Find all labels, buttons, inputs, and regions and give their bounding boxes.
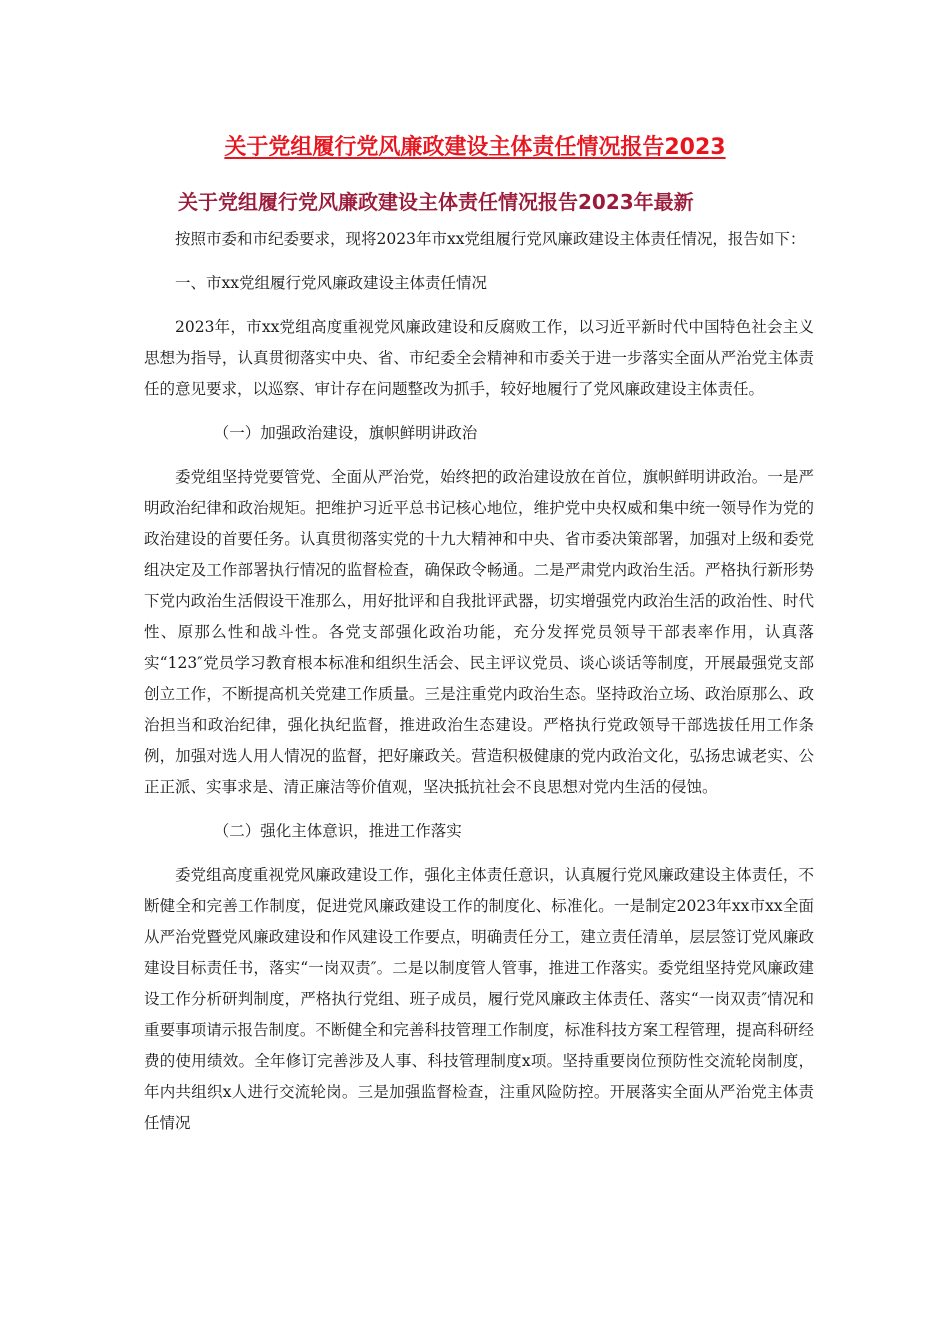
document-subtitle: 关于党组履行党风廉政建设主体责任情况报告2023年最新 (178, 190, 694, 214)
intro-paragraph: 按照市委和市纪委要求，现将2023年市xx党组履行党风廉政建设主体责任情况，报告如下： (175, 230, 806, 248)
section-heading-1: 一、市xx党组履行党风廉政建设主体责任情况 (175, 274, 487, 292)
subsection-heading-1: （一）加强政治建设，旗帜鲜明讲政治 (213, 424, 478, 442)
document-body (144, 224, 814, 1139)
subsection-paragraph-1: 委党组坚持党要管党、全面从严治党，始终把的政治建设放在首位，旗帜鲜明讲政治。一是严明政治纪律和政治规矩。把维护习近平总书记核心地位，维护党中央权威和集中统一领导作为党的政治建设的首要任务。认真贯彻落实党的十九大精神和中央、省市委决策部署，加强对上级和委党组决定及工作部署执行情况的监督检查，确保政令畅通。二是严肃党内政治生活。严格执行新形势下党内政治生活假设干准那么，用好批评和自我批评武器，切实增强党内政治生活的政治性、时代性、原那么性和战斗性。各党支部强化政治功能，充分发挥党员领导干部表率作用，认真落实“123″党员学习教育根本标准和组织生活会、民主评议党员、谈心谈话等制度，开展最强党支部创立工作，不断提高机关党建工作质量。三是注重党内政治生态。坚持政治立场、政治原那么、政治担当和政治纪律，强化执纪监督，推进政治生态建设。严格执行党政领导干部选拔任用工作条例，加强对选人用人情况的监督，把好廉政关。营造积极健康的党内政治文化，弘扬忠诚老实、公正正派、实事求是、清正廉洁等价值观，坚决抵抗社会不良思想对党内生活的侵蚀。 (144, 468, 814, 796)
section-paragraph-1: 2023年，市xx党组高度重视党风廉政建设和反腐败工作，以习近平新时代中国特色社会主义思想为指导，认真贯彻落实中央、省、市纪委全会精神和市委关于进一步落实全面从严治党主体责任的意见要求，以巡察、审计存在问题整改为抓手，较好地履行了党风廉政建设主体责任。 (144, 318, 814, 398)
document-title-link[interactable]: 关于党组履行党风廉政建设主体责任情况报告2023 (224, 135, 726, 160)
subsection-paragraph-2: 委党组高度重视党风廉政建设工作，强化主体责任意识，认真履行党风廉政建设主体责任，不断健全和完善工作制度，促进党风廉政建设工作的制度化、标准化。一是制定2023年xx市xx全面从严治党暨党风廉政建设和作风建设工作要点，明确责任分工，建立责任清单，层层签订党风廉政建设目标责任书，落实“一岗双责″。二是以制度管人管事，推进工作落实。委党组坚持党风廉政建设工作分析研判制度，严格执行党组、班子成员，履行党风廉政主体责任、落实“一岗双责″情况和重要事项请示报告制度。不断健全和完善科技管理工作制度，标准科技方案工程管理，提高科研经费的使用绩效。全年修订完善涉及人事、科技管理制度x项。坚持重要岗位预防性交流轮岗制度，年内共组织x人进行交流轮岗。三是加强监督检查，注重风险防控。开展落实全面从严治党主体责任情况 (144, 866, 814, 1132)
subsection-heading-2: （二）强化主体意识，推进工作落实 (213, 822, 462, 840)
